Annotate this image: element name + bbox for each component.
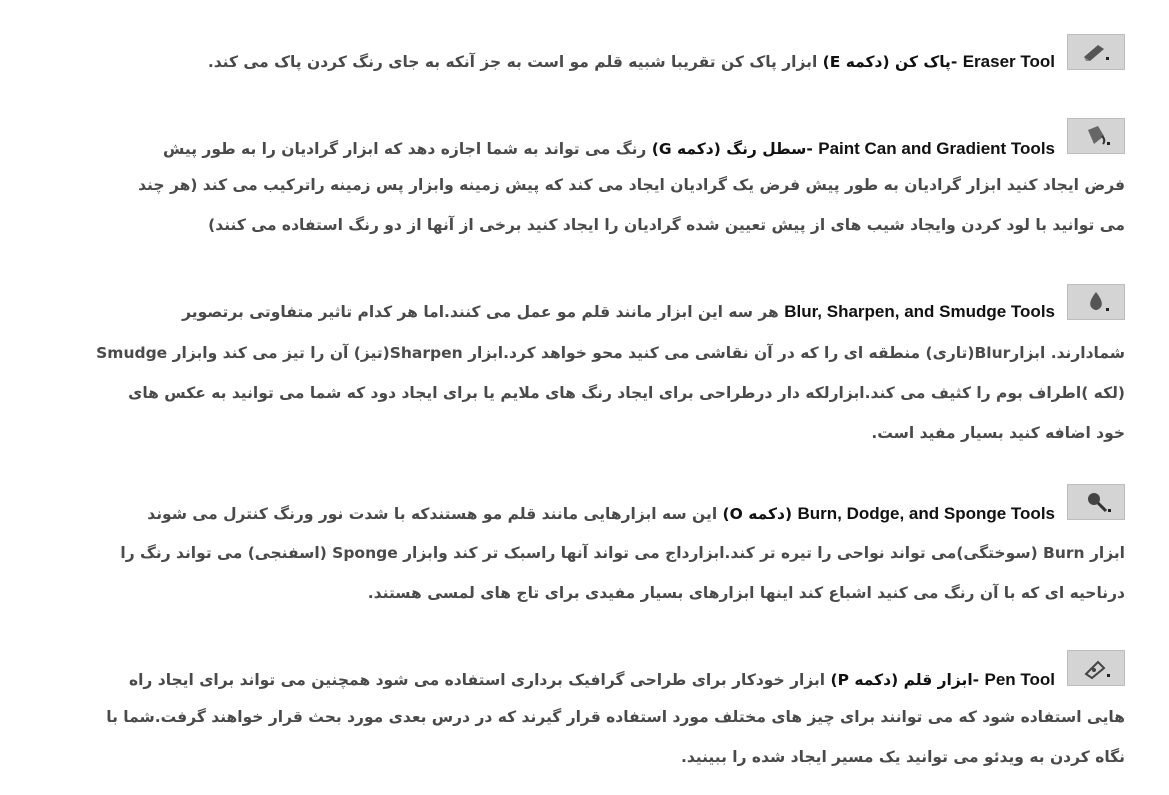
tool-name-en: Paint Can and Gradient Tools [818, 139, 1055, 158]
tool-name-en: Pen Tool [984, 670, 1055, 689]
body-text-line: درناحیه ای که با آن رنگ می کنید اشباع کند اینها ابزارهای بسیار مفیدی برای تاج های لمسی هستند. [367, 584, 1125, 602]
tool-name-en: Blur, Sharpen, and Smudge Tools [784, 302, 1055, 321]
section-title-line [182, 302, 1055, 322]
section-title-line [163, 139, 1055, 159]
body-text-line: فرض ایجاد کنید ابزار گرادیان به طور پیش فرض یک گرادیان ایجاد می کند که پیش زمینه وابزار پس زمینه راترکیب می کند (هر چند [138, 176, 1125, 194]
tool-name-en: Burn, Dodge, and Sponge Tools [797, 504, 1055, 523]
blur-drop-icon [1067, 284, 1125, 320]
body-text: ابزار پاک کن تقریبا شبیه قلم مو است به جز آنکه به جای رنگ کردن پاک می کند. [207, 53, 818, 71]
body-text-line: هایی استفاده شود که می توانند برای چیز های مختلف مورد استفاده قرار گیرند که در درس بعدی مورد بحث قرار خواهند گرفت.شما با [106, 708, 1125, 726]
burn-dodge-icon [1067, 484, 1125, 520]
body-text-line: خود اضافه کنید بسیار مفید است. [871, 424, 1125, 442]
tool-name-fa: -ابزار قلم (دکمه P) [830, 671, 980, 689]
body-text: این سه ابزارهایی مانند قلم مو هستندکه با شدت نور ورنگ کنترل می شوند [147, 505, 718, 523]
body-text: رنگ می تواند به شما اجازه دهد که ابزار گرادیان را به طور پیش [162, 140, 647, 158]
body-text-line: نگاه کردن به ویدئو می توانید یک مسیر ایجاد شده را ببینید. [680, 748, 1125, 766]
section-title-line [129, 670, 1055, 690]
body-text-line: ابزار Burn (سوختگی)می تواند نواحی را تیره تر کند.ابزارداج می تواند آنها راسبک تر کند وابزار Sponge (اسفنجی) می تواند رنگ را [120, 544, 1125, 562]
pen-tool-icon [1067, 650, 1125, 686]
body-text: هر سه این ابزار مانند قلم مو عمل می کنند.اما هر کدام تاثیر متفاوتی برتصویر [182, 303, 779, 321]
paint-bucket-icon [1067, 118, 1125, 154]
section-title-line [147, 504, 1055, 524]
section-paint-can [40, 118, 1125, 248]
eraser-icon [1067, 34, 1125, 70]
body-text-line: شمادارند. ابزارBlur(تاری) منطقه ای را که در آن نقاشی می کنید محو خواهد کرد.ابزار Sharpen(تیز) آن را تیز می کند وابزار Smudge [96, 344, 1125, 362]
section-title-line [208, 52, 1055, 72]
tool-name-fa: -سطل رنگ (دکمه G) [651, 140, 813, 158]
tool-name-fa: -پاک کن (دکمه E) [822, 53, 958, 71]
tool-name-fa: (دکمه O) [722, 505, 793, 523]
body-text-line: (لکه )اطراف بوم را کثیف می کند.ابزارلکه دار درطراحی برای ایجاد رنگ های ملایم یا برای ایجاد دود که شما می توانید به عکس های [128, 384, 1125, 402]
section-blur [40, 284, 1125, 454]
section-burn-dodge [40, 484, 1125, 614]
tool-name-en: Eraser Tool [962, 52, 1055, 71]
body-text: ابزار خودکار برای طراحی گرافیک برداری استفاده می شود همچنین می تواند برای ایجاد راه [128, 671, 826, 689]
section-eraser [40, 34, 1125, 84]
body-text-line: می توانید با لود کردن وایجاد شیب های از پیش تعیین شده گرادیان را ایجاد کنید برخی از آنها از دو رنگ استفاده می کنند) [208, 216, 1125, 234]
section-pen-tool [40, 650, 1125, 780]
